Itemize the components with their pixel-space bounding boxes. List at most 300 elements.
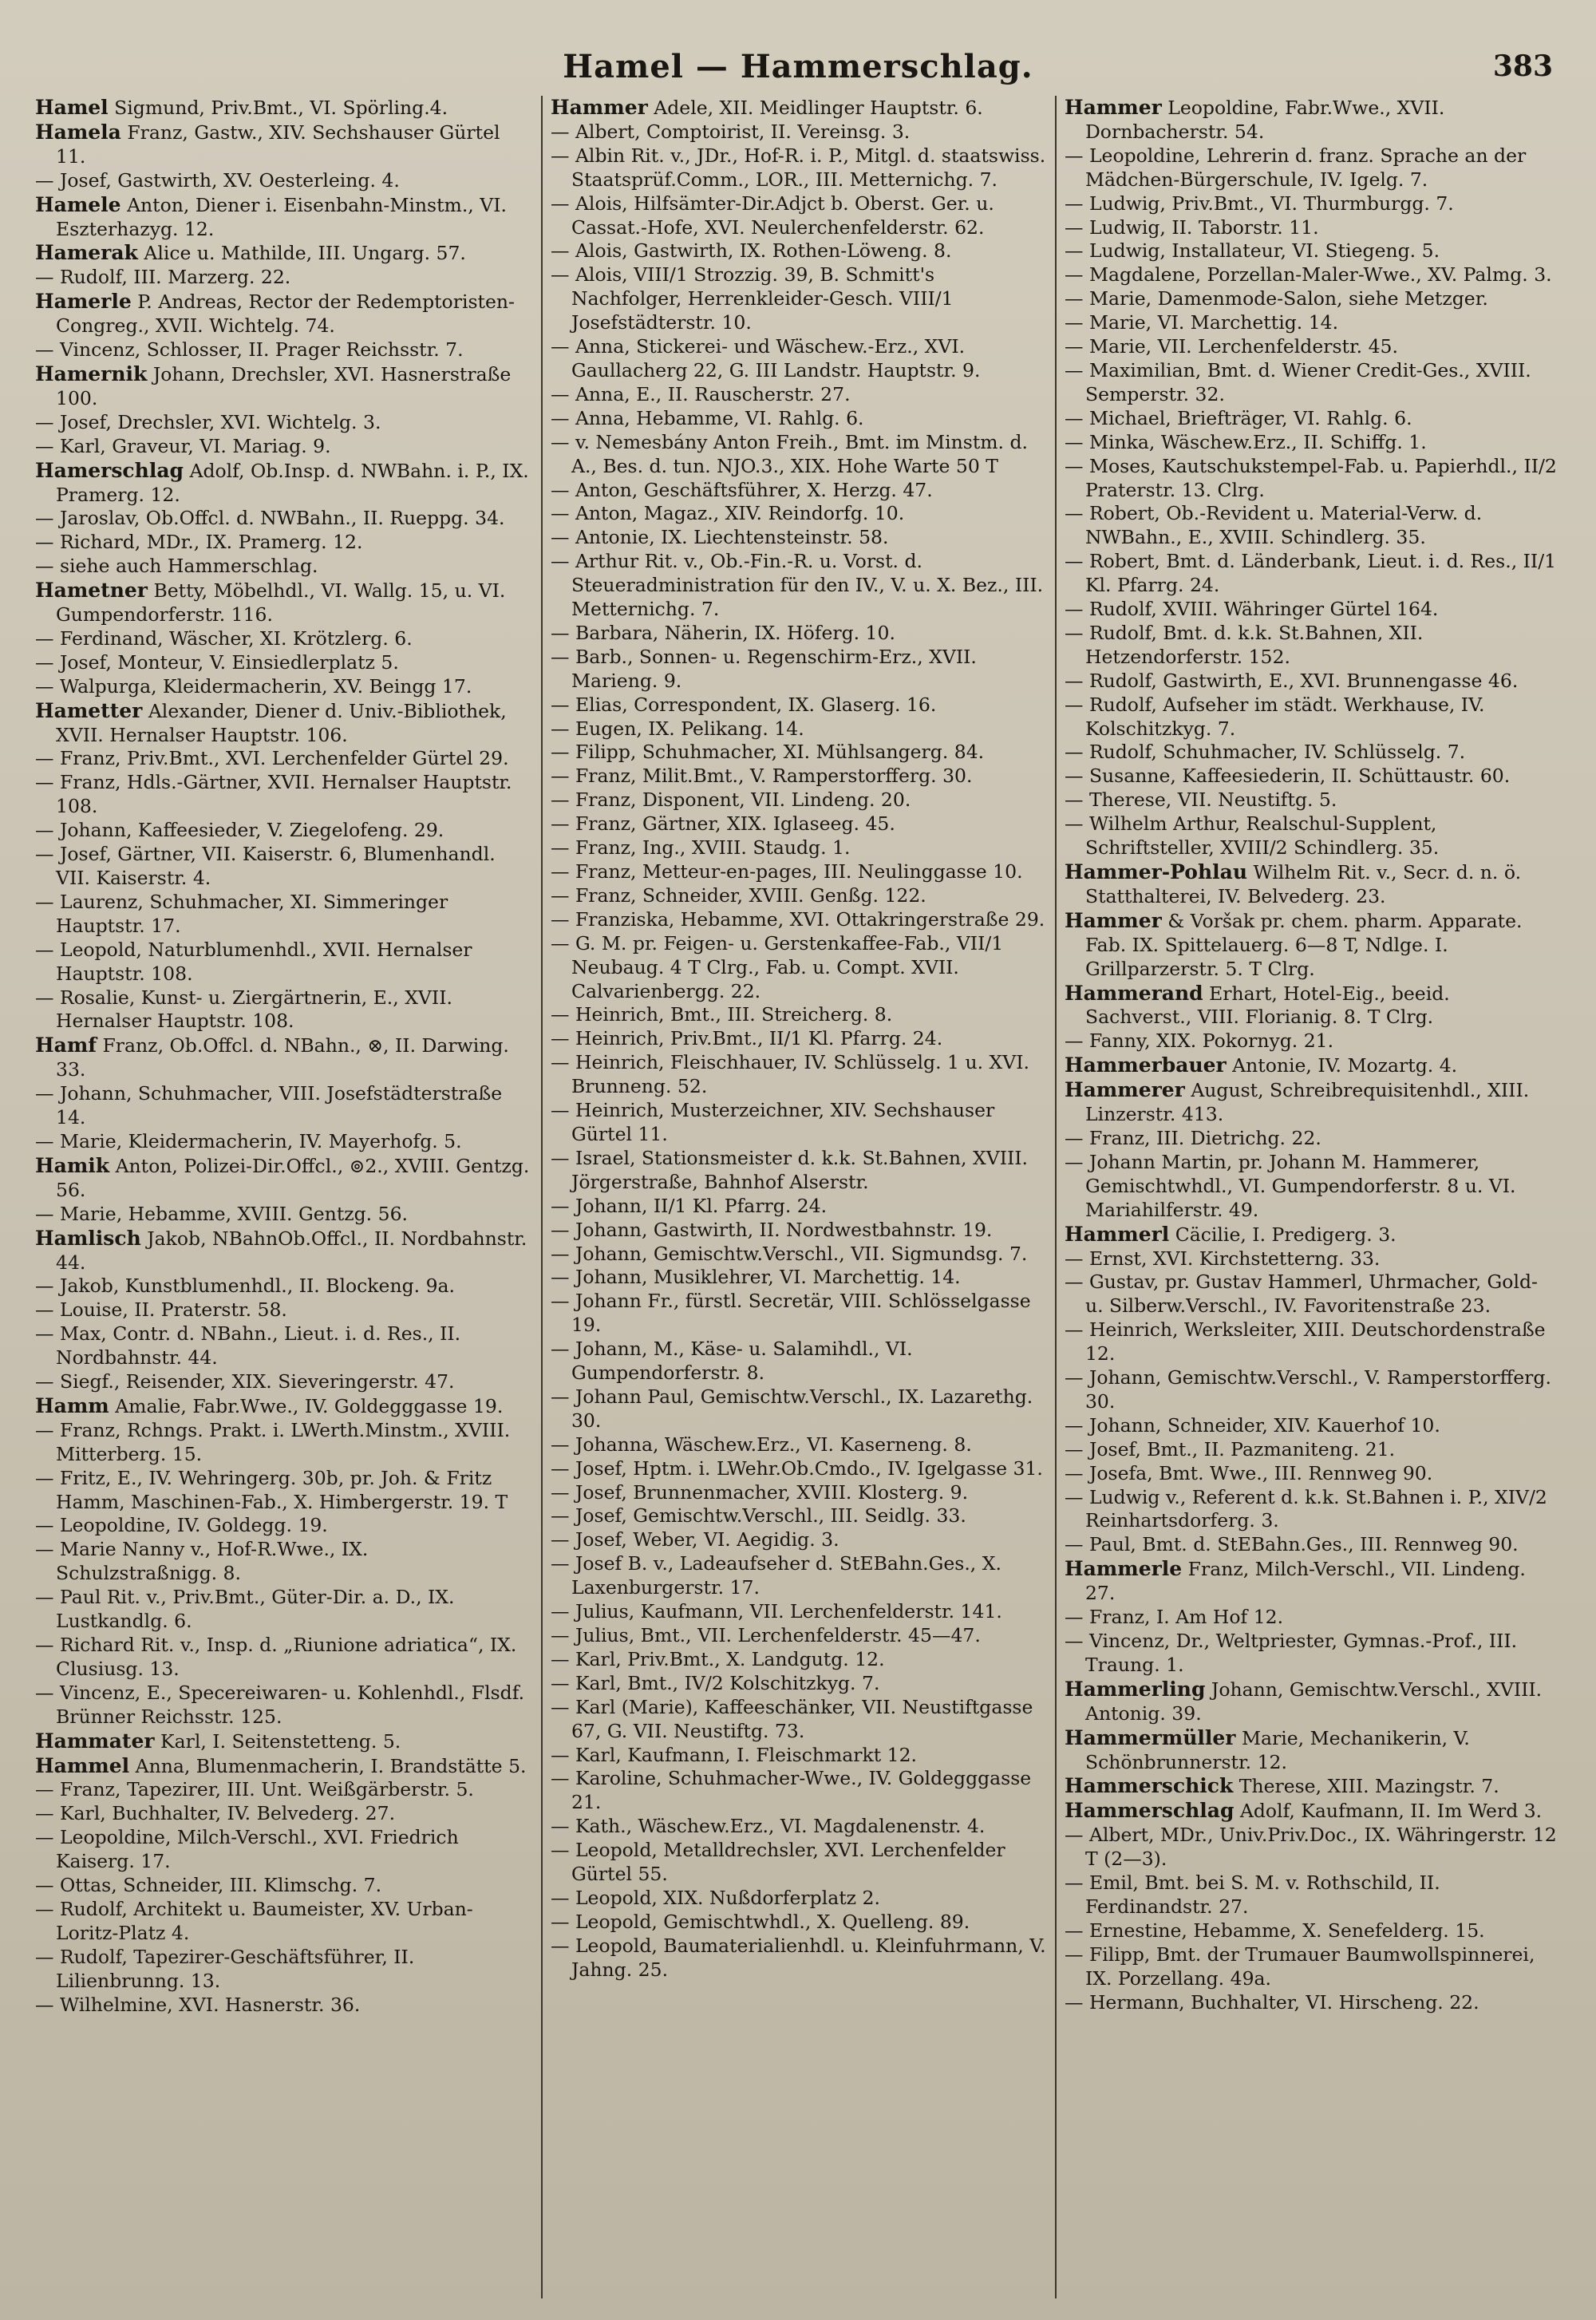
entry-text: — Albert, Comptoirist, II. Vereinsg. 3. (550, 120, 911, 143)
entry-text: — Franz, Priv.Bmt., XVI. Lerchenfelder Gürtel 29. (35, 747, 509, 770)
entry-text: — Franz, Rchngs. Prakt. i. LWerth.Minstm., XVIII. Mitterberg. 15. (35, 1418, 511, 1465)
entry-text: Cäcilie, I. Predigerg. 3. (1169, 1223, 1396, 1246)
directory-entry (551, 884, 1047, 908)
entry-text: — Arthur Rit. v., Ob.-Fin.-R. u. Vorst. d. Steueradministration für den IV., V. u. X. Bez., III. Metternichg. 7. (550, 550, 1044, 621)
directory-entry (35, 193, 533, 242)
directory-entry (1065, 550, 1561, 598)
entry-text: — Julius, Bmt., VII. Lerchenfelderstr. 45—47. (550, 1624, 981, 1646)
surname-heading: Hametner (35, 579, 148, 603)
directory-entry (1065, 622, 1561, 670)
entry-text: — Hermann, Buchhalter, VI. Hirscheng. 22. (1064, 1990, 1479, 2014)
directory-entry (35, 1203, 533, 1227)
entry-text: Marie, Mechanikerin, V. Schönbrunnerstr. 12. (1084, 1726, 1470, 1773)
entry-text: — Rudolf, Aufseher im städt. Werkhause, IV. Kolschitzkyg. 7. (1064, 693, 1485, 740)
directory-entry (551, 1099, 1047, 1147)
directory-entry (35, 96, 533, 121)
surname-heading: Hamerak (35, 241, 138, 265)
entry-text: — Vincenz, Dr., Weltpriester, Gymnas.-Prof., III. Traung. 1. (1064, 1630, 1518, 1676)
entry-text: — Marie, VII. Lerchenfelderstr. 45. (1064, 335, 1398, 358)
entry-text: — Johann, Gemischtw.Verschl., V. Ramperstorfferg. 30. (1064, 1366, 1551, 1413)
directory-entry (1065, 765, 1561, 788)
directory-entry (1065, 311, 1561, 335)
directory-entry (551, 622, 1047, 646)
entry-text: — Rudolf, Tapezirer-Geschäftsführer, II. Lilienbrunng. 13. (35, 1945, 415, 1992)
entry-text: — Ludwig, II. Taborstr. 11. (1064, 215, 1319, 239)
directory-entry (1065, 1414, 1561, 1438)
entry-text: — Johann Paul, Gemischtw.Verschl., IX. Lazarethg. 30. (550, 1385, 1033, 1432)
directory-entry (35, 531, 533, 555)
directory-entry (35, 843, 533, 891)
directory-entry (1065, 812, 1561, 860)
directory-entry (1065, 216, 1561, 240)
entry-text: Adele, XII. Meidlinger Hauptstr. 6. (647, 97, 983, 119)
directory-entry (35, 1754, 533, 1779)
entry-text: — Alois, VIII/1 Strozzig. 39, B. Schmitt's Nachfolger, Herrenkleider-Gesch. VIII/1 Josefstädterstr. 10. (550, 263, 954, 334)
entry-text: — Josef, Drechsler, XVI. Wichtelg. 3. (35, 410, 381, 433)
entry-text: — Rudolf, XVIII. Währinger Gürtel 164. (1064, 598, 1439, 621)
directory-entry (551, 383, 1047, 407)
directory-entry (551, 788, 1047, 812)
entry-text: — Karoline, Schuhmacher-Wwe., IV. Goldegggasse 21. (550, 1767, 1032, 1814)
directory-entry (1065, 1943, 1561, 1991)
surname-heading: Hammerling (1064, 1677, 1206, 1701)
entry-text: — Alois, Hilfsämter-Dir.Adjct b. Oberst. Ger. u. Cassat.-Hofe, XVI. Neulerchenfelderstr. 62. (550, 192, 994, 239)
directory-entry (35, 459, 533, 508)
directory-entry (1065, 1366, 1561, 1414)
directory-entry (1065, 1557, 1561, 1606)
entry-text: — Fanny, XIX. Pokornyg. 21. (1064, 1030, 1334, 1053)
directory-entry (35, 1898, 533, 1946)
entry-text: — Josef, Gastwirth, XV. Oesterleing. 4. (35, 168, 400, 192)
entry-text: Alice u. Mathilde, III. Ungarg. 57. (137, 242, 466, 265)
directory-entry (1065, 1247, 1561, 1271)
directory-entry (551, 860, 1047, 884)
entry-text: — Franz, Ing., XVIII. Staudg. 1. (550, 836, 851, 860)
directory-entry (35, 1130, 533, 1154)
directory-entry (35, 891, 533, 939)
directory-entry (1065, 1318, 1561, 1366)
entry-text: — Franz, III. Dietrichg. 22. (1064, 1126, 1321, 1149)
entry-text: — Elias, Correspondent, IX. Glaserg. 16. (550, 693, 937, 716)
directory-entry (551, 1648, 1047, 1672)
directory-entry (1065, 1630, 1561, 1678)
entry-text: — Anton, Geschäftsführer, X. Herzg. 47. (550, 478, 933, 501)
directory-entry (551, 335, 1047, 383)
entry-text: — Maximilian, Bmt. d. Wiener Credit-Ges., XVIII. Semperstr. 32. (1064, 358, 1531, 405)
entry-text: — Heinrich, Musterzeichner, XIV. Sechshauser Gürtel 11. (550, 1099, 995, 1145)
directory-entry (551, 932, 1047, 1004)
entry-text: — Ernestine, Hebamme, X. Senefelderg. 15. (1064, 1919, 1485, 1942)
entry-text: — Anna, Stickerei- und Wäschew.-Erz., XVI. Gaullacherg 22, G. III Landstr. Hauptstr. 9. (550, 335, 981, 381)
directory-entry (35, 1586, 533, 1634)
directory-entry (551, 1481, 1047, 1505)
entry-text: — Heinrich, Werksleiter, XIII. Deutschordenstraße 12. (1064, 1318, 1546, 1366)
directory-entry (1065, 1438, 1561, 1462)
entry-text: Johann, Drechsler, XVI. Hasnerstraße 100. (56, 362, 512, 409)
entry-text: — Julius, Kaufmann, VII. Lerchenfelderstr. 141. (550, 1600, 1002, 1623)
directory-entry (35, 555, 533, 579)
entry-text: — Franz, Gärtner, XIX. Iglaseeg. 45. (550, 812, 895, 836)
directory-entry (35, 579, 533, 627)
entry-text: — Laurenz, Schuhmacher, XI. Simmeringer Hauptstr. 17. (35, 890, 448, 937)
entry-text: — Leopold, Gemischtwhdl., X. Quelleng. 89. (550, 1910, 970, 1933)
entry-text: — Antonie, IX. Liechtensteinstr. 58. (550, 526, 889, 549)
directory-entry (1065, 407, 1561, 431)
entry-text: — Vincenz, E., Specereiwaren- u. Kohlenhdl., Flsdf. Brünner Reichsstr. 125. (35, 1681, 525, 1728)
directory-entry (551, 1624, 1047, 1648)
directory-entry (35, 411, 533, 435)
directory-entry (1065, 1726, 1561, 1775)
entry-text: — Albin Rit. v., JDr., Hof-R. i. P., Mitgl. d. staatswiss. Staatsprüf.Comm., LOR., III. Metternichg. 7. (550, 144, 1046, 191)
entry-text: — Franz, Tapezirer, III. Unt. Weißgärberstr. 5. (35, 1778, 474, 1801)
directory-entry (35, 266, 533, 290)
directory-entry (551, 1027, 1047, 1051)
entry-text: — Moses, Kautschukstempel-Fab. u. Papierhdl., II/2 Praterstr. 13. Clrg. (1064, 454, 1557, 501)
directory-entry (551, 1338, 1047, 1385)
directory-entry (35, 169, 533, 193)
surname-heading: Hamel (35, 96, 109, 119)
entry-text: — Josef, Bmt., II. Pazmaniteng. 21. (1064, 1437, 1396, 1460)
entry-text: Antonie, IV. Mozartg. 4. (1226, 1054, 1458, 1077)
directory-entry (551, 1767, 1047, 1815)
entry-text: — Marie, Kleidermacherin, IV. Mayerhofg. 5. (35, 1129, 462, 1152)
entry-text: — Anton, Magaz., XIV. Reindorfg. 10. (550, 502, 905, 525)
surname-heading: Hammerle (1064, 1557, 1183, 1581)
entry-text: — Richard, MDr., IX. Pramerg. 12. (35, 531, 363, 554)
directory-entry (551, 717, 1047, 741)
entry-text: — Johann Martin, pr. Johann M. Hammerer, Gemischtwhdl., VI. Gumpendorferstr. 8 u. VI. Mariahilferstr. 49. (1064, 1150, 1516, 1221)
directory-entry (35, 1394, 533, 1419)
entry-text: — Johann, Kaffeesieder, V. Ziegelofeng. 29. (35, 819, 444, 842)
directory-entry (1065, 1991, 1561, 2015)
entry-text: — Fritz, E., IV. Wehringerg. 30b, pr. Joh. & Fritz Hamm, Maschinen-Fab., X. Himbergerstr. 19. T (35, 1466, 508, 1513)
entry-text: — Ferdinand, Wäscher, XI. Krötzlerg. 6. (35, 626, 413, 650)
surname-heading: Hamele (35, 192, 121, 216)
directory-entry (35, 747, 533, 771)
surname-heading: Hammerbauer (1064, 1053, 1227, 1077)
entry-text: — Vincenz, Schlosser, II. Prager Reichsstr. 7. (35, 338, 464, 362)
directory-entry (35, 1802, 533, 1826)
directory-entry (1065, 239, 1561, 263)
entry-text: — Anna, Hebamme, VI. Rahlg. 6. (550, 406, 864, 429)
directory-entry (551, 908, 1047, 932)
directory-entry (1065, 96, 1561, 144)
entry-text: Franz, Gastw., XIV. Sechshauser Gürtel 11. (56, 121, 500, 168)
entry-text: — Josefa, Bmt. Wwe., III. Rennweg 90. (1064, 1461, 1433, 1484)
entry-text: — Magdalene, Porzellan-Maler-Wwe., XV. Palmg. 3. (1064, 263, 1552, 287)
entry-text: — Emil, Bmt. bei S. M. v. Rothschild, II. Ferdinandstr. 27. (1064, 1871, 1440, 1918)
entry-text: Therese, XIII. Mazingstr. 7. (1233, 1775, 1499, 1798)
directory-entry (35, 986, 533, 1034)
entry-text: — Leopoldine, IV. Goldegg. 19. (35, 1514, 328, 1537)
directory-entry (35, 675, 533, 699)
directory-entry (551, 1385, 1047, 1433)
entry-text: — Anna, E., II. Rauscherstr. 27. (550, 382, 851, 405)
entry-text: — Leopold, Baumaterialienhdl. u. Kleinfuhrmann, V. Jahng. 25. (550, 1934, 1046, 1981)
surname-heading: Hamernik (35, 362, 148, 385)
directory-entry (1065, 694, 1561, 741)
surname-heading: Hammer (550, 96, 648, 119)
column-3 (1055, 96, 1569, 2298)
directory-entry (1065, 144, 1561, 192)
directory-entry (1065, 1151, 1561, 1223)
entry-text: Betty, Möbelhdl., VI. Wallg. 15, u. VI. Gumpendorferstr. 116. (56, 579, 506, 626)
entry-text: — Franz, Schneider, XVIII. Genßg. 122. (550, 883, 926, 907)
directory-entry (1065, 1606, 1561, 1630)
directory-entry (35, 1826, 533, 1874)
entry-text: — Karl, Buchhalter, IV. Belvederg. 27. (35, 1802, 396, 1825)
directory-entry (551, 431, 1047, 479)
directory-entry (35, 819, 533, 843)
directory-entry (551, 1600, 1047, 1624)
surname-heading: Hammerer (1064, 1078, 1185, 1102)
entry-text: — Kath., Wäschew.Erz., VI. Magdalenenstr. 4. (550, 1815, 986, 1838)
entry-text: — Heinrich, Bmt., III. Streicherg. 8. (550, 1003, 893, 1026)
entry-text: — Wilhelm Arthur, Realschul-Supplent, Schriftsteller, XVIII/2 Schindlerg. 35. (1064, 812, 1440, 860)
directory-entry (1065, 1053, 1561, 1078)
directory-entry (1065, 1078, 1561, 1127)
directory-entry (551, 1887, 1047, 1911)
entry-text: — Susanne, Kaffeesiederin, II. Schüttaustr. 60. (1064, 765, 1511, 788)
entry-text: Alexander, Diener d. Univ.-Bibliothek, XVII. Hernalser Hauptstr. 106. (56, 699, 507, 746)
entry-text: — Ludwig v., Referent d. k.k. St.Bahnen i. P., XIV/2 Reinhartsdorferg. 3. (1064, 1485, 1547, 1532)
surname-heading: Hammel (35, 1753, 130, 1777)
entry-text: — Ottas, Schneider, III. Klimschg. 7. (35, 1874, 382, 1897)
directory-entry (551, 1457, 1047, 1481)
entry-text: — Richard Rit. v., Insp. d. „Riunione adriatica“, IX. Clusiusg. 13. (35, 1634, 517, 1680)
surname-heading: Hamik (35, 1153, 110, 1177)
directory-entry (551, 1219, 1047, 1243)
directory-entry (1065, 335, 1561, 359)
directory-entry (35, 121, 533, 169)
surname-heading: Hammermüller (1064, 1725, 1236, 1749)
directory-entry (1065, 263, 1561, 287)
directory-entry (551, 1528, 1047, 1552)
directory-entry (35, 1034, 533, 1082)
surname-heading: Hammer-Pohlau (1064, 860, 1247, 883)
surname-heading: Hammer (1064, 96, 1162, 119)
directory-entry (35, 290, 533, 338)
directory-entry (1065, 1919, 1561, 1943)
directory-entry (1065, 1799, 1561, 1824)
entry-text: — Johann, Schneider, XIV. Kauerhof 10. (1064, 1413, 1440, 1437)
directory-entry (1065, 502, 1561, 550)
directory-entry (35, 1298, 533, 1322)
directory-entry (551, 192, 1047, 240)
entry-text: — Marie, Hebamme, XVIII. Gentzg. 56. (35, 1202, 408, 1225)
entry-text: — Johann, Schuhmacher, VIII. Josefstädterstraße 14. (35, 1082, 503, 1129)
directory-entry (35, 939, 533, 986)
entry-text: — Johanna, Wäschew.Erz., VI. Kaserneng. 8. (550, 1433, 972, 1456)
directory-entry (551, 1051, 1047, 1099)
entry-text: Wilhelm Rit. v., Secr. d. n. ö. Statthalterei, IV. Belvederg. 23. (1084, 861, 1522, 907)
entry-text: — Robert, Ob.-Revident u. Material-Verw. d. NWBahn., E., XVIII. Schindlerg. 35. (1064, 502, 1483, 549)
directory-entry (35, 1682, 533, 1729)
entry-text: — Karl, Kaufmann, I. Fleischmarkt 12. (550, 1743, 917, 1766)
directory-entry (551, 1433, 1047, 1457)
columns (27, 96, 1569, 2298)
entry-text: — Johann, M., Käse- u. Salamihdl., VI. Gumpendorferstr. 8. (550, 1338, 913, 1385)
directory-entry (551, 407, 1047, 431)
directory-entry (551, 646, 1047, 694)
directory-entry (551, 1839, 1047, 1887)
entry-text: — Rudolf, III. Marzerg. 22. (35, 266, 291, 289)
entry-text: — Rudolf, Architekt u. Baumeister, XV. Urban-Loritz-Platz 4. (35, 1897, 473, 1944)
entry-text: — Josef, Weber, VI. Aegidig. 3. (550, 1528, 839, 1551)
directory-entry (1065, 670, 1561, 694)
directory-entry (1065, 1871, 1561, 1919)
entry-text: Anton, Polizei-Dir.Offcl., ⊚2., XVIII. Gentzg. 56. (56, 1154, 530, 1201)
directory-entry (1065, 431, 1561, 455)
directory-entry (551, 1935, 1047, 1982)
page-number: 383 (1492, 49, 1553, 83)
surname-heading: Hammerand (1064, 981, 1203, 1005)
directory-entry (551, 1504, 1047, 1528)
directory-entry (551, 263, 1047, 335)
entry-text: — Rudolf, Gastwirth, E., XVI. Brunnengasse 46. (1064, 669, 1519, 692)
directory-entry (35, 362, 533, 411)
surname-heading: Hamf (35, 1034, 97, 1057)
directory-entry (551, 1195, 1047, 1219)
entry-text: — Franziska, Hebamme, XVI. Ottakringerstraße 29. (550, 907, 1045, 931)
directory-entry (551, 1815, 1047, 1839)
entry-text: — Franz, I. Am Hof 12. (1064, 1606, 1284, 1629)
directory-entry (35, 699, 533, 748)
entry-text: — Siegf., Reisender, XIX. Sieveringerstr. 47. (35, 1370, 455, 1393)
entry-text: — Jakob, Kunstblumenhdl., II. Blockeng. 9a. (35, 1275, 456, 1298)
entry-text: — Ludwig, Priv.Bmt., VI. Thurmburgg. 7. (1064, 192, 1454, 215)
entry-text: — Eugen, IX. Pelikang. 14. (550, 717, 804, 740)
entry-text: — Josef, Brunnenmacher, XVIII. Klosterg. 9. (550, 1480, 969, 1504)
directory-entry (1065, 1223, 1561, 1247)
entry-text: — Marie, VI. Marchettig. 14. (1064, 311, 1339, 334)
entry-text: — Karl, Bmt., IV/2 Kolschitzkyg. 7. (550, 1671, 880, 1694)
entry-text: Anna, Blumenmacherin, I. Brandstätte 5. (129, 1754, 527, 1777)
surname-heading: Hammer (1064, 908, 1162, 932)
directory-entry (1065, 788, 1561, 812)
directory-entry (35, 1946, 533, 1994)
entry-text: — Therese, VII. Neustiftg. 5. (1064, 788, 1337, 812)
entry-text: Amalie, Fabr.Wwe., IV. Goldegggasse 19. (109, 1394, 504, 1417)
column-1 (27, 96, 541, 2298)
entry-text: — Minka, Wäschew.Erz., II. Schiffg. 1. (1064, 430, 1427, 453)
directory-entry (551, 144, 1047, 192)
directory-entry (35, 1227, 533, 1275)
entry-text: — Robert, Bmt. d. Länderbank, Lieut. i. d. Res., II/1 Kl. Pfarrg. 24. (1064, 550, 1557, 597)
directory-entry (1065, 741, 1561, 765)
directory-entry (551, 1243, 1047, 1267)
entry-text: — Ernst, XVI. Kirchstetterng. 33. (1064, 1247, 1381, 1270)
directory-entry (1065, 1127, 1561, 1151)
entry-text: & Voršak pr. chem. pharm. Apparate. Fab. IX. Spittelauerg. 6—8 T, Ndlge. I. Grillparzerstr. 5. T Clrg. (1084, 909, 1523, 980)
entry-text: Johann, Gemischtw.Verschl., XVIII. Antonig. 39. (1084, 1678, 1543, 1725)
entry-text: — Josef B. v., Ladeaufseher d. StEBahn.Ges., X. Laxenburgerstr. 17. (550, 1552, 1001, 1599)
directory-entry (551, 239, 1047, 263)
directory-entry (1065, 1271, 1561, 1318)
entry-text: — v. Nemesbány Anton Freih., Bmt. im Minstm. d. A., Bes. d. tun. NJO.3., XIX. Hohe Warte 50 T (550, 430, 1029, 477)
column-2 (541, 96, 1055, 2298)
entry-text: — Karl, Priv.Bmt., X. Landgutg. 12. (550, 1647, 885, 1670)
entry-text: — Filipp, Bmt. der Trumauer Baumwollspinnerei, IX. Porzellang. 49a. (1064, 1943, 1535, 1990)
entry-text: Karl, I. Seitenstetteng. 5. (154, 1729, 401, 1753)
directory-entry (35, 507, 533, 531)
entry-text: P. Andreas, Rector der Redemptoristen-Congreg., XVII. Wichtelg. 74. (56, 290, 515, 338)
surname-heading: Hamm (35, 1393, 109, 1417)
entry-text: — Marie Nanny v., Hof-R.Wwe., IX. Schulzstraßnigg. 8. (35, 1538, 369, 1585)
entry-text: — Josef, Gärtner, VII. Kaiserstr. 6, Blumenhandl. VII. Kaiserstr. 4. (35, 843, 496, 889)
entry-text: — Rudolf, Schuhmacher, IV. Schlüsselg. 7. (1064, 741, 1466, 764)
directory-entry (35, 435, 533, 459)
entry-text: Sigmund, Priv.Bmt., VI. Spörling.4. (108, 97, 448, 119)
directory-entry (1065, 1678, 1561, 1726)
directory-entry (551, 1552, 1047, 1600)
entry-text: Franz, Ob.Offcl. d. NBahn., ⊗, II. Darwing. 33. (56, 1034, 509, 1081)
entry-text: — Johann, II/1 Kl. Pfarrg. 24. (550, 1194, 828, 1217)
entry-text: — Ludwig, Installateur, VI. Stiegeng. 5. (1064, 239, 1440, 263)
directory-entry (1065, 1030, 1561, 1053)
entry-text: — Max, Contr. d. NBahn., Lieut. i. d. Res., II. Nordbahnstr. 44. (35, 1322, 461, 1369)
directory-entry (1065, 1533, 1561, 1557)
directory-entry (35, 1634, 533, 1682)
surname-heading: Hamela (35, 120, 121, 144)
directory-entry (551, 1696, 1047, 1744)
entry-text: — Walpurga, Kleidermacherin, XV. Beingg 17. (35, 674, 472, 698)
entry-text: — Johann, Gastwirth, II. Nordwestbahnstr. 19. (550, 1218, 993, 1241)
entry-text: — Alois, Gastwirth, IX. Rothen-Löweng. 8. (550, 239, 952, 263)
directory-entry (35, 1275, 533, 1298)
directory-entry (35, 1729, 533, 1754)
entry-text: — Israel, Stationsmeister d. k.k. St.Bahnen, XVIII. Jörgerstraße, Bahnhof Alserstr. (550, 1146, 1029, 1193)
directory-entry (35, 651, 533, 675)
directory-entry (35, 1538, 533, 1586)
entry-text: — Leopoldine, Milch-Verschl., XVI. Friedrich Kaiserg. 17. (35, 1826, 459, 1873)
entry-text: — Josef, Monteur, V. Einsiedlerplatz 5. (35, 650, 399, 674)
entry-text: — G. M. pr. Feigen- u. Gerstenkaffee-Fab., VII/1 Neubaug. 4 T Clrg., Fab. u. Compt. XVII. Calvarienbergg. 22. (550, 931, 1004, 1002)
entry-text: — Marie, Damenmode-Salon, siehe Metzger. (1064, 287, 1488, 310)
directory-entry (1065, 909, 1561, 982)
entry-text: — Jaroslav, Ob.Offcl. d. NWBahn., II. Rueppg. 34. (35, 507, 505, 530)
entry-text: Jakob, NBahnOb.Offcl., II. Nordbahnstr. 44. (56, 1227, 527, 1274)
entry-text: — Leopold, Naturblumenhdl., XVII. Hernalser Hauptstr. 108. (35, 938, 472, 985)
surname-heading: Hammerl (1064, 1222, 1170, 1246)
entry-text: Anton, Diener i. Eisenbahn-Minstm., VI. Eszterhazyg. 12. (56, 193, 507, 240)
surname-heading: Hammerschick (1064, 1774, 1234, 1798)
surname-heading: Hamerle (35, 290, 132, 314)
directory-entry (35, 338, 533, 362)
directory-entry (551, 1911, 1047, 1935)
entry-text: — Franz, Metteur-en-pages, III. Neulinggasse 10. (550, 860, 1023, 883)
directory-entry (1065, 1774, 1561, 1799)
directory-entry (35, 1082, 533, 1130)
directory-entry (35, 1370, 533, 1394)
directory-entry (551, 765, 1047, 788)
entry-text: — Franz, Disponent, VII. Lindeng. 20. (550, 788, 911, 812)
directory-entry (1065, 860, 1561, 909)
entry-text: August, Schreibrequisitenhdl., XIII. Linzerstr. 413. (1084, 1079, 1530, 1126)
directory-entry (551, 1290, 1047, 1338)
directory-entry (35, 771, 533, 819)
entry-text: — Michael, Briefträger, VI. Rahlg. 6. (1064, 406, 1412, 429)
entry-text: — Karl, Graveur, VI. Mariag. 9. (35, 434, 331, 457)
entry-text: — Johann, Musiklehrer, VI. Marchettig. 14. (550, 1266, 961, 1289)
entry-text: — Barb., Sonnen- u. Regenschirm-Erz., XVII. Marieng. 9. (550, 645, 977, 692)
surname-heading: Hammerschlag (1064, 1799, 1235, 1823)
page-header (27, 46, 1569, 96)
directory-entry (1065, 1486, 1561, 1534)
directory-entry (551, 1147, 1047, 1195)
entry-text: — Johann Fr., fürstl. Secretär, VIII. Schlösselgasse 19. (550, 1290, 1031, 1337)
directory-entry (35, 1154, 533, 1203)
